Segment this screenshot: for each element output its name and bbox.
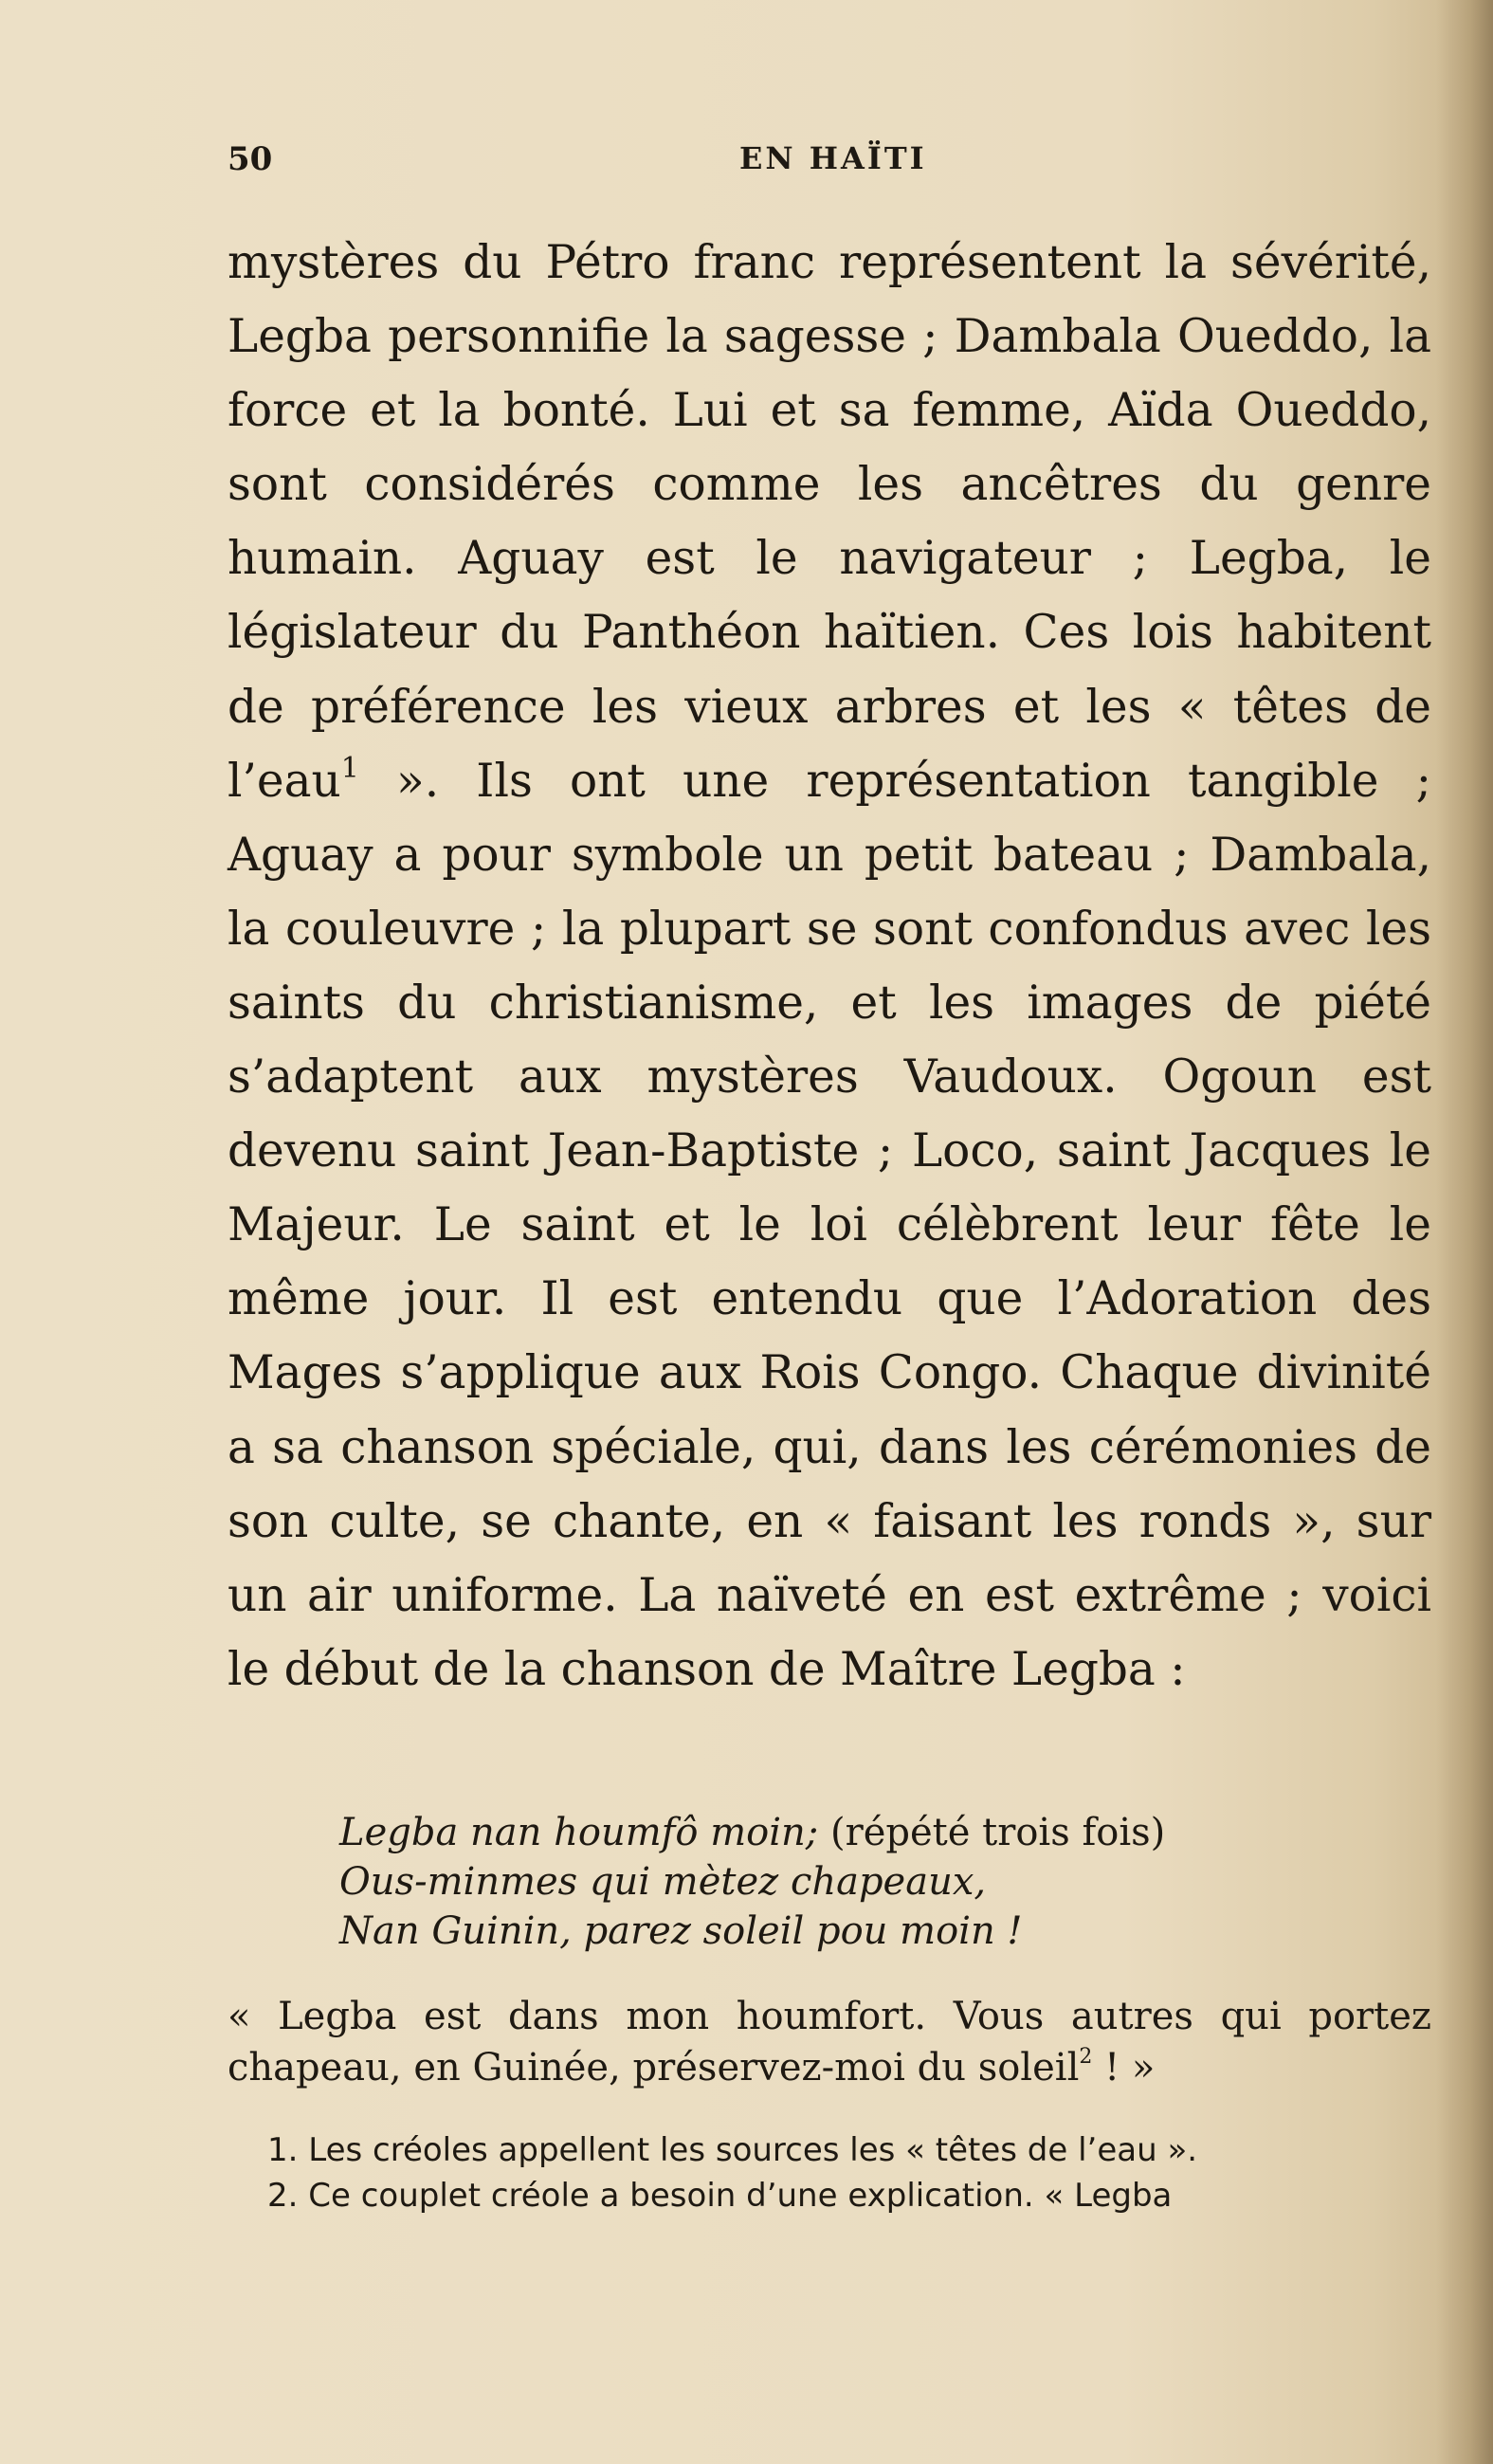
verse-line-1-note: (répété trois fois): [818, 1811, 1166, 1854]
translation-text-end: ! »: [1092, 2046, 1156, 2090]
verse-translation: [228, 1991, 1431, 2093]
paragraph-text-part-2: ». Ils ont une représentation tangible ; Aguay a pour symbole un petit bateau ; Dambala, la couleuvre ; la plupart se sont confondus avec les saints du christianisme, et les images de piété s’adaptent aux mystères Vaudoux. Ogoun est devenu saint Jean-Baptiste ; Loco, saint Jacques le Majeur. Le saint et le loi célèbrent leur fête le même jour. Il est entendu que l’Adoration des Mages s’applique aux Rois Congo. Chaque divinité a sa chanson spéciale, qui, dans les cérémonies de son culte, se chante, en « faisant les ronds », sur un air uniforme. La naïveté en est extrême ; voici le début de la chanson de Maître Legba :: [228, 754, 1431, 1696]
verse-line-2-creole: Ous-minmes qui mètez chapeaux,: [339, 1860, 987, 1904]
running-title: EN HAÏTI: [739, 140, 927, 176]
binding-shadow: [1436, 0, 1493, 2464]
main-paragraph: [228, 226, 1431, 1707]
paragraph-text-part-1: mystères du Pétro franc représentent la sévérité, Legba personnifie la sagesse ; Dambala Oueddo, la force et la bonté. Lui et sa femme, Aïda Oueddo, sont considérés comme les ancêtres du genre humain. Aguay est le navigateur ; Legba, le législateur du Panthéon haïtien. Ces lois habitent de préférence les vieux arbres et les « têtes de l’eau: [228, 236, 1431, 808]
verse-line-3: [339, 1907, 1165, 1956]
translation-text: « Legba est dans mon houmfort. Vous autres qui portez chapeau, en Guinée, préservez-moi du soleil: [228, 1995, 1431, 2090]
verse-line-1-creole: Legba nan houmfô moin;: [339, 1811, 819, 1854]
paragraph-text: [228, 226, 1431, 1707]
footnote-1: 1. Les créoles appellent les sources les « têtes de l’eau ».: [267, 2131, 1198, 2169]
footnote-ref-1: 1: [340, 751, 359, 785]
song-verse: [339, 1808, 1165, 1956]
footnotes: [228, 2127, 1431, 2218]
page-header: [228, 140, 1431, 188]
footnote-2: 2. Ce couplet créole a besoin d’une explication. « Legba: [267, 2177, 1173, 2215]
verse-line-2: [339, 1857, 1165, 1907]
page-number: 50: [228, 140, 273, 178]
verse-line-3-creole: Nan Guinin, parez soleil pou moin !: [339, 1909, 1023, 1953]
footnote-ref-2: 2: [1079, 2045, 1093, 2069]
verse-line-1: [339, 1808, 1165, 1857]
